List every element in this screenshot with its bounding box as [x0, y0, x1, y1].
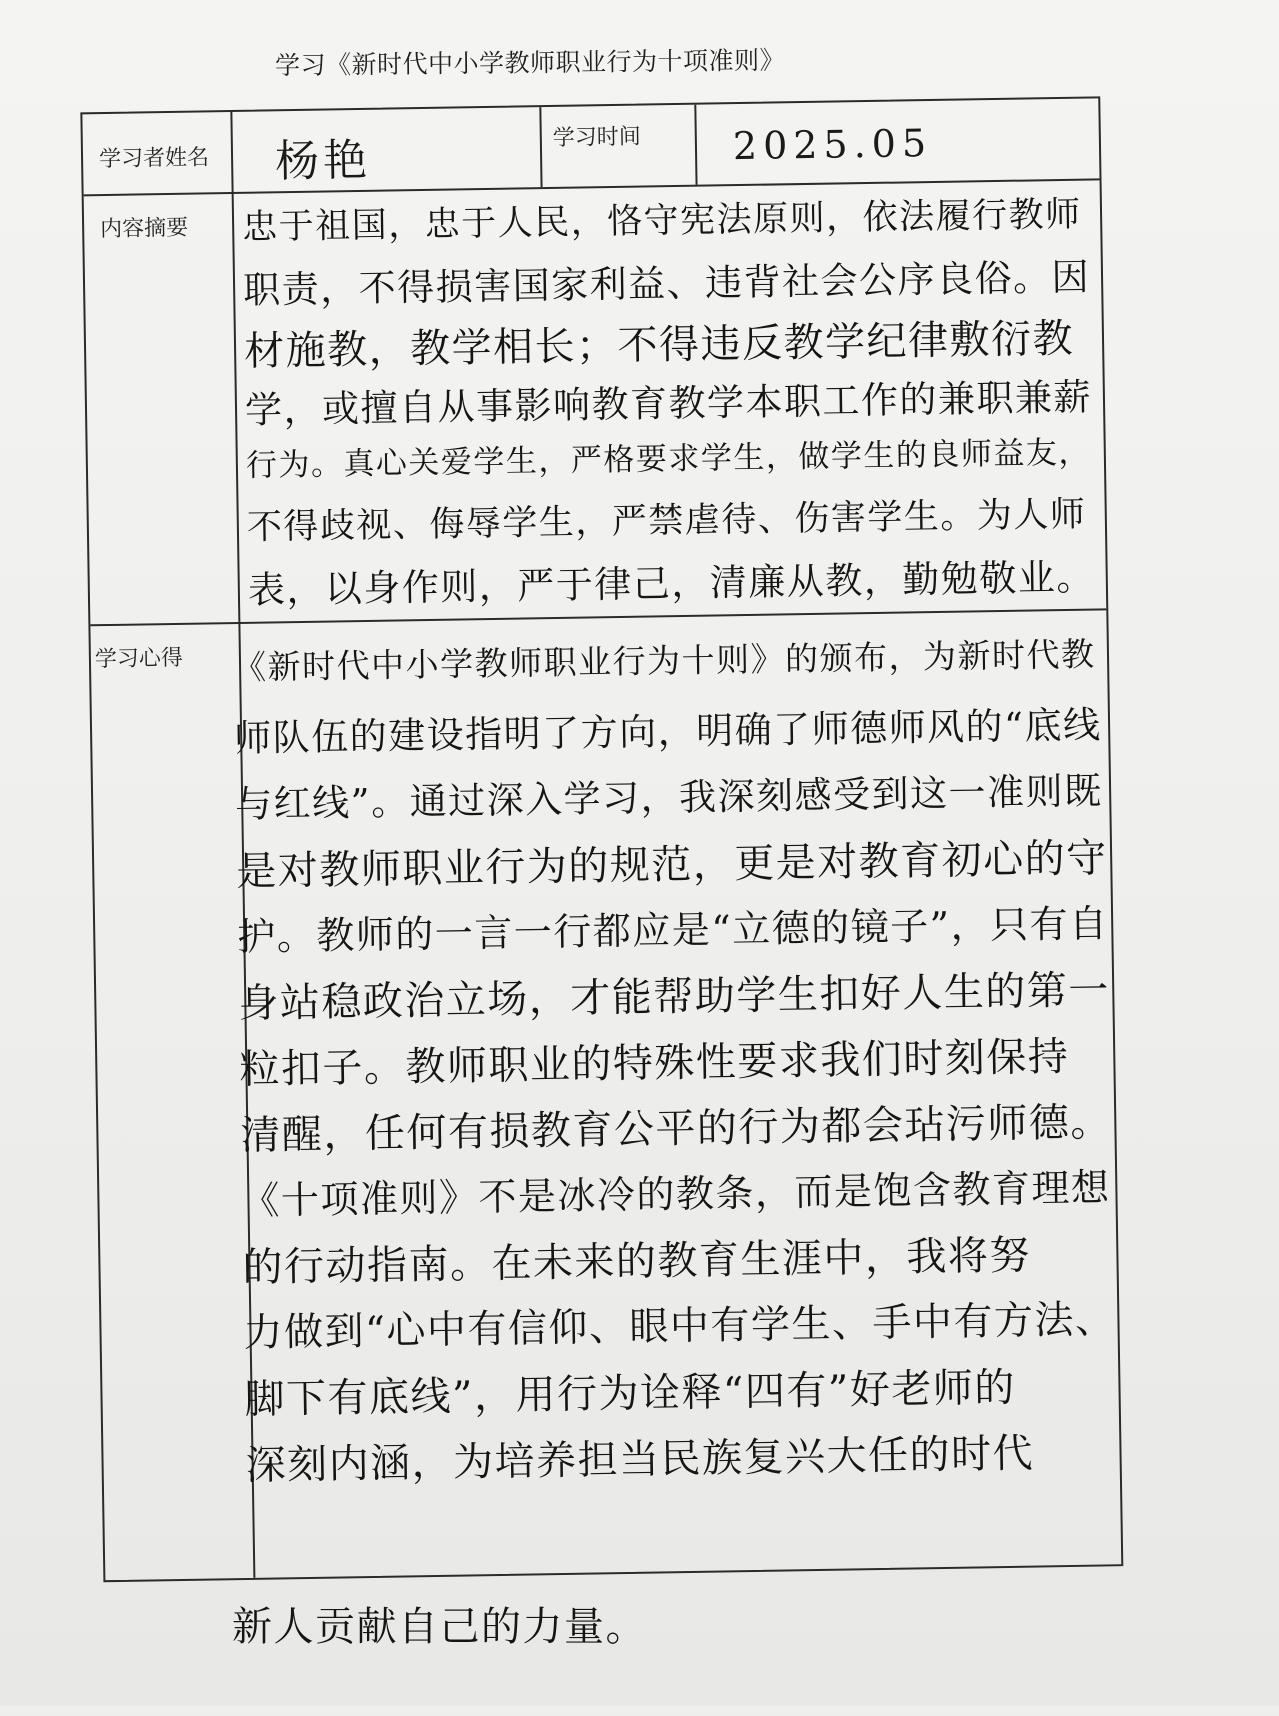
- reflection-line: 力做到“心中有信仰、眼中有学生、手中有方法、: [243, 1297, 1116, 1356]
- reflection-line: 师队伍的建设指明了方向，明确了师德师风的“底线: [233, 703, 1102, 761]
- reflection-line: 身站稳政治立场，才能帮助学生扣好人生的第一: [238, 967, 1111, 1028]
- reflection-line: 《十项准则》不是冰冷的教条，而是饱含教育理想: [241, 1165, 1111, 1223]
- summary-line: 职责，不得损害国家利益、违背社会公序良俗。因: [242, 255, 1091, 312]
- reflection-label: 学习心得: [94, 645, 184, 673]
- time-label-divider-right: [694, 105, 697, 185]
- summary-line: 材施教，教学相长；不得违反教学纪律敷衍教: [243, 315, 1075, 375]
- reflection-line: 与红线”。通过深入学习，我深刻感受到这一准则既: [234, 769, 1103, 827]
- name-value: 杨艳: [274, 134, 372, 188]
- summary-line: 表，以身作则，严于律己，清廉从教，勤勉敬业。: [247, 555, 1096, 612]
- reflection-tail-line: 新人贡献自己的力量。: [232, 1604, 647, 1650]
- study-record-table: [80, 96, 1123, 1582]
- time-label: 学习时间: [552, 124, 642, 151]
- reflection-line: 是对教师职业行为的规范，更是对教育初心的守: [235, 835, 1109, 896]
- summary-label: 内容摘要: [99, 215, 189, 243]
- page-title: 学习《新时代中小学教师职业行为十项准则》: [274, 45, 786, 80]
- reflection-line: 粒扣子。教师职业的特殊性要求我们时刻保持: [239, 1033, 1070, 1094]
- row-divider-summary: [90, 608, 1106, 626]
- reflection-line: 《新时代中小学教师职业行为十则》的颁布，为新时代教: [232, 634, 1096, 688]
- reflection-line: 护。教师的一言一行都应是“立德的镜子”，只有自: [236, 901, 1109, 960]
- summary-line: 行为。真心关爱学生，严格要求学生，做学生的良师益友，: [245, 434, 1092, 484]
- reflection-line: 的行动指南。在未来的教育生涯中，我将努: [242, 1232, 1032, 1291]
- time-label-divider-left: [539, 107, 542, 187]
- time-value: 2025.05: [732, 121, 933, 169]
- summary-line: 忠于祖国，忠于人民，恪守宪法原则，依法履行教师: [241, 194, 1082, 248]
- summary-line: 学，或擅自从事影响教育教学本职工作的兼职兼薪: [244, 375, 1093, 432]
- reflection-line: 深刻内涵，为培养担当民族复兴大任的时代: [245, 1430, 1035, 1489]
- reflection-line: 脚下有底线”，用行为诠释“四有”好老师的: [244, 1364, 1017, 1423]
- reflection-line: 清醒，任何有损教育公平的行为都会玷污师德。: [240, 1099, 1113, 1159]
- name-label: 学习者姓名: [98, 145, 210, 173]
- summary-line: 不得歧视、侮辱学生，严禁虐待、伤害学生。为人师: [246, 494, 1087, 548]
